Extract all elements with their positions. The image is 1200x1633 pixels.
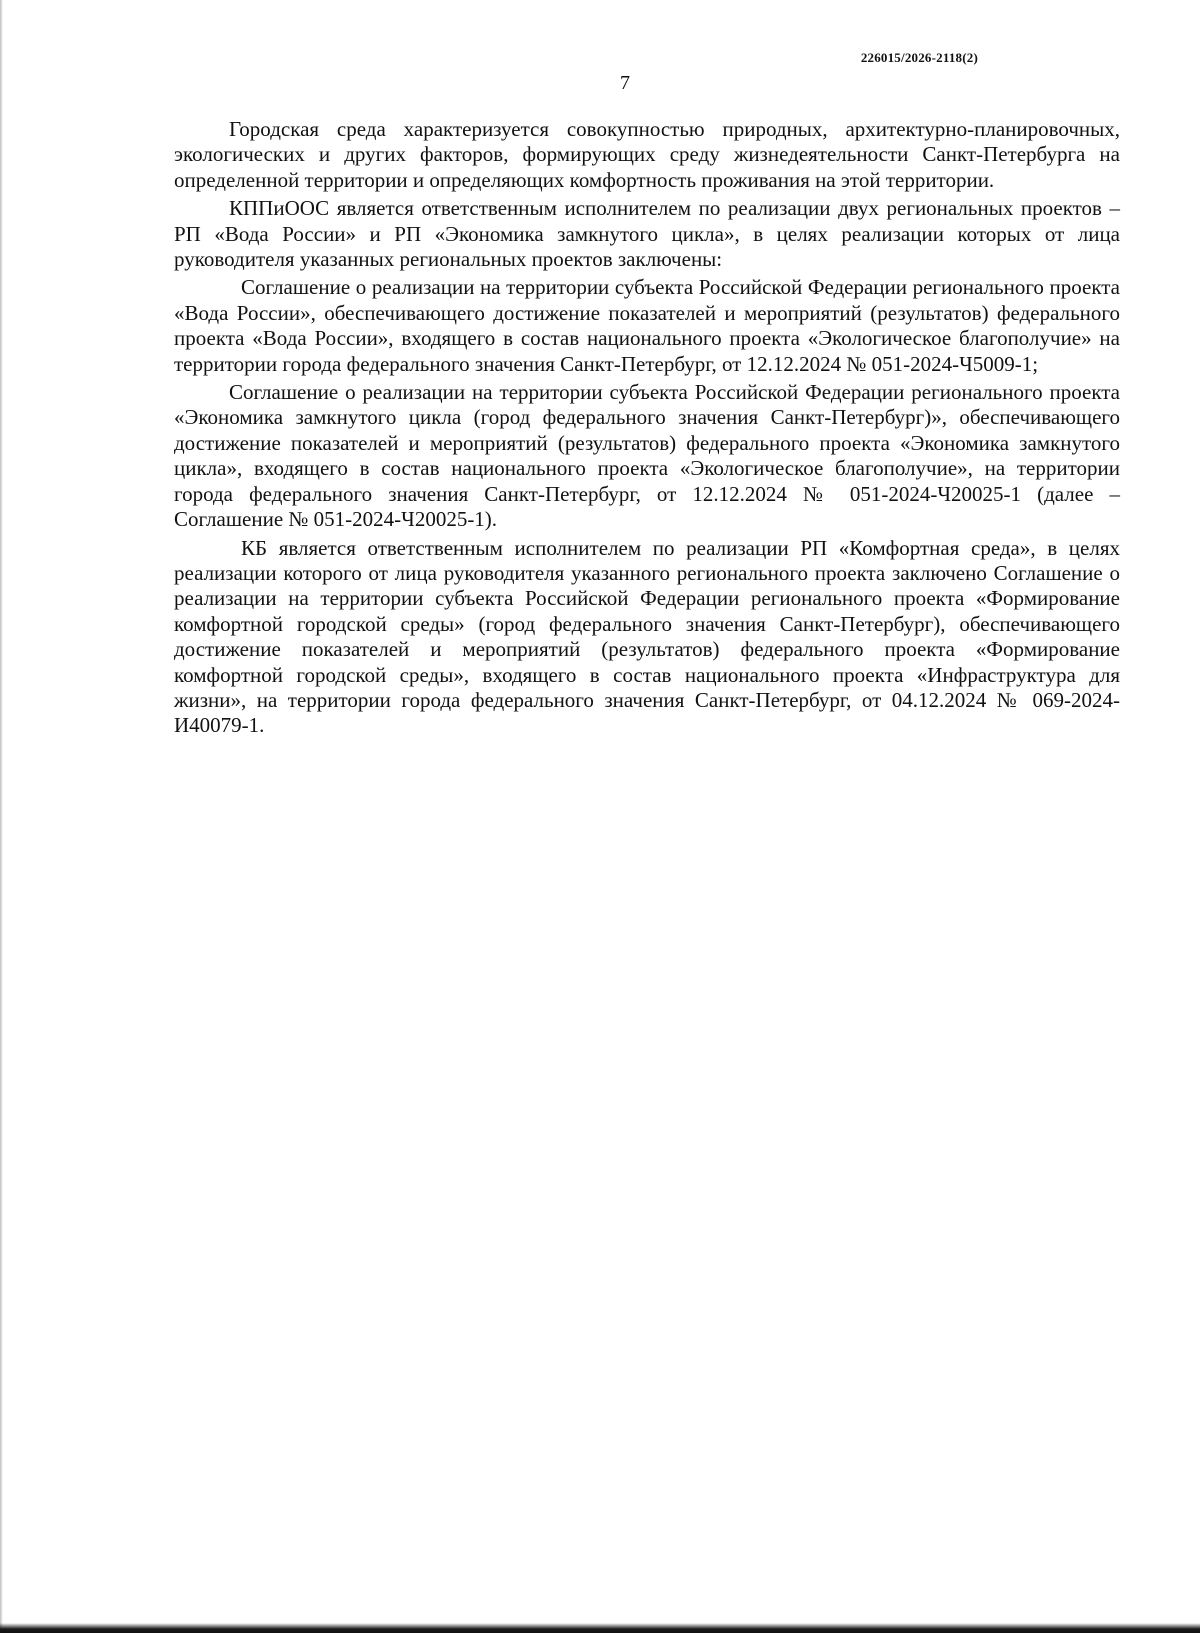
paragraph-agreement-circular-economy: Соглашение о реализации на территории субъекта Российской Федерации регионального проекта «Экономика замкнутого цикла (город федерального значения Санкт-Петербург)», обеспечивающего достижение показателей и мероприятий (результатов) федерального проекта «Экономика замкнутого цикла», входящего в состав национального проекта «Экологическое благополучие», на территории города федерального значения Санкт-Петербург, от 12.12.2024 № 051-2024-Ч20025-1 (далее – Соглашение № 051-2024-Ч20025-1). — [174, 380, 1120, 532]
paragraph-urban-environment: Городская среда характеризуется совокупностью природных, архитектурно-планировочных, экологических и других факторов, формирующих среду жизнедеятельности Санкт-Петербурга на определенной территории и определяющих комфортность проживания на этой территории. — [174, 117, 1120, 192]
page-number: 7 — [620, 72, 630, 94]
scan-edge-left — [0, 0, 3, 1633]
paragraph-kppioos-responsibility: КППиООС является ответственным исполнителем по реализации двух региональных проектов – РП «Вода России» и РП «Экономика замкнутого цикла», в целях реализации которых от лица руководителя указанных региональных проектов заключены: — [174, 196, 1120, 272]
document-registration-number: 226015/2026-2118(2) — [860, 50, 978, 65]
paragraph-agreement-water-russia: Соглашение о реализации на территории субъекта Российской Федерации регионального проекта «Вода России», обеспечивающего достижение показателей и мероприятий (результатов) федерального проекта «Вода России», входящего в состав национального проекта «Экологическое благополучие» на территории города федерального значения Санкт-Петербург, от 12.12.2024 № 051-2024-Ч5009-1; — [174, 275, 1120, 376]
scan-edge-bottom — [0, 1623, 1200, 1633]
document-body — [174, 117, 1120, 742]
paragraph-kb-comfortable-environment: КБ является ответственным исполнителем по реализации РП «Комфортная среда», в целях реализации которого от лица руководителя указанного регионального проекта заключено Соглашение о реализации на территории субъекта Российской Федерации регионального проекта «Формирование комфортной городской среды» (город федерального значения Санкт-Петербург), обеспечивающего достижение показателей и мероприятий (результатов) федерального проекта «Формирование комфортной городской среды», входящего в состав национального проекта «Инфраструктура для жизни», на территории города федерального значения Санкт-Петербург, от 04.12.2024 № 069-2024-И40079-1. — [174, 535, 1120, 738]
